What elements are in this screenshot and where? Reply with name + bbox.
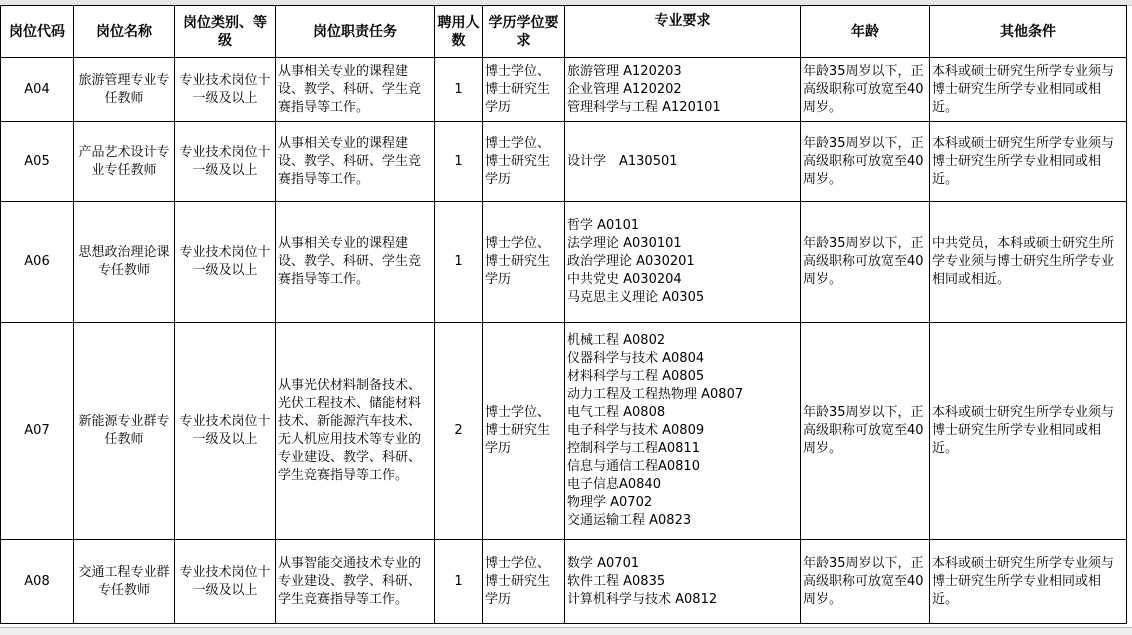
major-item: 交通运输工程 A0823 bbox=[567, 513, 692, 528]
cell-name: 思想政治理论课专任教师 bbox=[74, 202, 175, 323]
major-item: 设计学 A130501 bbox=[567, 153, 678, 169]
cell-code: A04 bbox=[1, 58, 74, 122]
cell-age: 年龄35周岁以下，正高级职称可放宽至40周岁。 bbox=[801, 58, 930, 122]
header-code: 岗位代码 bbox=[1, 6, 74, 58]
cell-age: 年龄35周岁以下，正高级职称可放宽至40周岁。 bbox=[801, 323, 930, 540]
cell-age: 年龄35周岁以下，正高级职称可放宽至40周岁。 bbox=[801, 122, 930, 202]
cell-other: 本科或硕士研究生所学专业须与博士研究生所学专业相同或相近。 bbox=[930, 122, 1127, 202]
cell-major bbox=[565, 540, 801, 624]
cell-duties: 从事智能交通技术专业的专业建设、教学、科研、学生竞赛指导等工作。 bbox=[276, 540, 435, 624]
table-row bbox=[1, 122, 1127, 202]
major-item: 企业管理 A120202 bbox=[567, 81, 682, 97]
cell-duties: 从事相关专业的课程建设、教学、科研、学生竞赛指导等工作。 bbox=[276, 122, 435, 202]
cell-code: A05 bbox=[1, 122, 74, 202]
cell-degree: 博士学位、博士研究生学历 bbox=[483, 58, 565, 122]
cell-other: 本科或硕士研究生所学专业须与博士研究生所学专业相同或相近。 bbox=[930, 58, 1127, 122]
header-degree: 学历学位要求 bbox=[483, 6, 565, 58]
major-item: 管理科学与工程 A120101 bbox=[567, 99, 721, 115]
cell-other: 本科或硕士研究生所学专业须与博士研究生所学专业相同或相近。 bbox=[930, 323, 1127, 540]
header-row bbox=[1, 6, 1127, 58]
cell-category: 专业技术岗位十一级及以上 bbox=[175, 58, 276, 122]
major-item: 电气工程 A0808 bbox=[567, 405, 666, 420]
cell-name: 产品艺术设计专业专任教师 bbox=[74, 122, 175, 202]
cell-age: 年龄35周岁以下，正高级职称可放宽至40周岁。 bbox=[801, 540, 930, 624]
major-item: 电子科学与技术 A0809 bbox=[567, 423, 705, 438]
major-item: 物理学 A0702 bbox=[567, 495, 653, 510]
cell-major bbox=[565, 58, 801, 122]
table-row bbox=[1, 202, 1127, 323]
major-item: 电子信息A0840 bbox=[567, 477, 661, 492]
cell-code: A06 bbox=[1, 202, 74, 323]
cell-category: 专业技术岗位十一级及以上 bbox=[175, 323, 276, 540]
major-item: 仪器科学与技术 A0804 bbox=[567, 351, 705, 366]
header-duties: 岗位职责任务 bbox=[276, 6, 435, 58]
cell-count: 2 bbox=[435, 323, 483, 540]
cell-degree: 博士学位、博士研究生学历 bbox=[483, 202, 565, 323]
major-item: 软件工程 A0835 bbox=[567, 573, 666, 589]
cell-code: A08 bbox=[1, 540, 74, 624]
major-item: 机械工程 A0802 bbox=[567, 333, 666, 348]
cell-name: 旅游管理专业专任教师 bbox=[74, 58, 175, 122]
cell-major bbox=[565, 202, 801, 323]
cell-count: 1 bbox=[435, 540, 483, 624]
table-row bbox=[1, 540, 1127, 624]
cell-category: 专业技术岗位十一级及以上 bbox=[175, 122, 276, 202]
major-item: 旅游管理 A120203 bbox=[567, 63, 682, 79]
cell-degree: 博士学位、博士研究生学历 bbox=[483, 323, 565, 540]
cell-category: 专业技术岗位十一级及以上 bbox=[175, 540, 276, 624]
major-item: 信息与通信工程A0810 bbox=[567, 459, 700, 474]
cell-name: 交通工程专业群专任教师 bbox=[74, 540, 175, 624]
cell-degree: 博士学位、博士研究生学历 bbox=[483, 122, 565, 202]
cell-degree: 博士学位、博士研究生学历 bbox=[483, 540, 565, 624]
header-name: 岗位名称 bbox=[74, 6, 175, 58]
cell-other: 中共党员，本科或硕士研究生所学专业须与博士研究生所学专业相同或相近。 bbox=[930, 202, 1127, 323]
header-other: 其他条件 bbox=[930, 6, 1127, 58]
cell-count: 1 bbox=[435, 122, 483, 202]
recruitment-table bbox=[0, 5, 1127, 624]
cell-major bbox=[565, 323, 801, 540]
header-age: 年龄 bbox=[801, 6, 930, 58]
major-item: 哲学 A0101 bbox=[567, 218, 640, 233]
header-major: 专业要求 bbox=[565, 6, 801, 58]
cell-code: A07 bbox=[1, 323, 74, 540]
major-item: 计算机科学与技术 A0812 bbox=[567, 591, 718, 607]
major-item: 动力工程及工程热物理 A0807 bbox=[567, 387, 744, 402]
cell-count: 1 bbox=[435, 58, 483, 122]
cell-major bbox=[565, 122, 801, 202]
cell-category: 专业技术岗位十一级及以上 bbox=[175, 202, 276, 323]
table-row bbox=[1, 58, 1127, 122]
header-count: 聘用人数 bbox=[435, 6, 483, 58]
major-item: 材料科学与工程 A0805 bbox=[567, 369, 705, 384]
major-item: 政治学理论 A030201 bbox=[567, 254, 695, 269]
table-row bbox=[1, 323, 1127, 540]
major-item: 马克思主义理论 A0305 bbox=[567, 290, 705, 305]
cell-duties: 从事相关专业的课程建设、教学、科研、学生竞赛指导等工作。 bbox=[276, 202, 435, 323]
cell-other: 本科或硕士研究生所学专业须与博士研究生所学专业相同或相近。 bbox=[930, 540, 1127, 624]
major-item: 中共党史 A030204 bbox=[567, 272, 682, 287]
major-item: 控制科学与工程A0811 bbox=[567, 441, 700, 456]
major-item: 数学 A0701 bbox=[567, 555, 640, 571]
cell-age: 年龄35周岁以下，正高级职称可放宽至40周岁。 bbox=[801, 202, 930, 323]
cell-name: 新能源专业群专任教师 bbox=[74, 323, 175, 540]
header-category: 岗位类别、等级 bbox=[175, 6, 276, 58]
cell-duties: 从事光伏材料制备技术、光伏工程技术、储能材料技术、新能源汽车技术、无人机应用技术等专业的专业建设、教学、科研、学生竞赛指导等工作。 bbox=[276, 323, 435, 540]
major-item: 法学理论 A030101 bbox=[567, 236, 682, 251]
cell-count: 1 bbox=[435, 202, 483, 323]
cell-duties: 从事相关专业的课程建设、教学、科研、学生竞赛指导等工作。 bbox=[276, 58, 435, 122]
